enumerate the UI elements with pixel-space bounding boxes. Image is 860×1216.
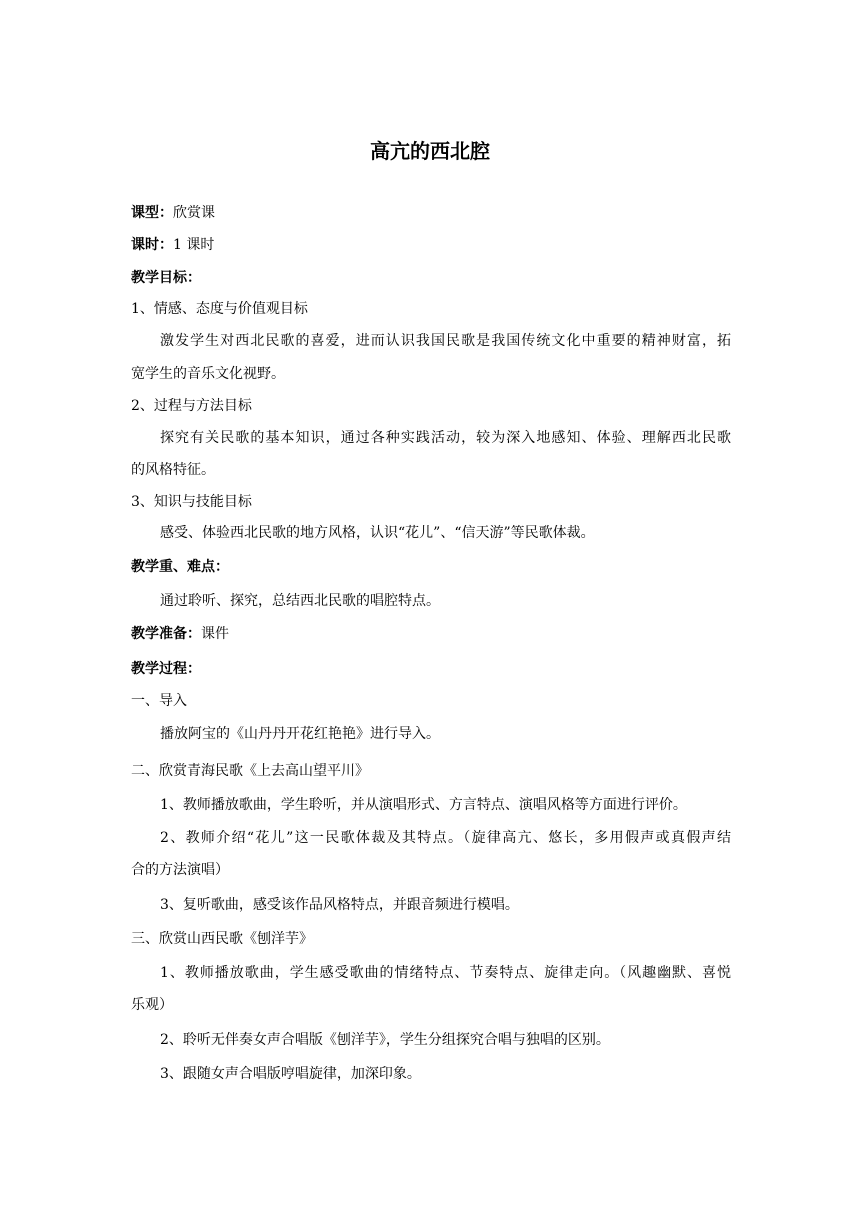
- goal-1-title: 1、情感、态度与价值观目标: [131, 301, 308, 317]
- goal-1-text-line-2: 宽学生的音乐文化视野。: [131, 366, 285, 382]
- section-2-item-2-line-2: 合的方法演唱）: [131, 862, 229, 878]
- lesson-type-value: 欣赏课: [173, 205, 215, 221]
- preparation-value: 课件: [201, 626, 229, 642]
- lesson-time-label: 课时：: [131, 237, 173, 253]
- lesson-time-line: [131, 234, 731, 256]
- section-2-item-3: 3、复听歌曲，感受该作品风格特点，并跟音频进行模唱。: [160, 897, 519, 913]
- section-2-item-1: 1、教师播放歌曲，学生聆听，并从演唱形式、方言特点、演唱风格等方面进行评价。: [160, 797, 687, 813]
- section-1-title: 一、导入: [131, 693, 187, 709]
- goal-2-title: 2、过程与方法目标: [131, 398, 252, 414]
- process-heading: 教学过程：: [131, 661, 201, 677]
- lesson-type-line: [131, 202, 731, 224]
- goal-2-text-line-2: 的风格特征。: [131, 462, 215, 478]
- goals-heading: 教学目标：: [131, 270, 201, 286]
- key-points-text: 通过聆听、探究，总结西北民歌的唱腔特点。: [160, 593, 440, 609]
- section-3-title: 三、欣赏山西民歌《刨洋芋》: [131, 931, 313, 947]
- lesson-type-label: 课型：: [131, 205, 173, 221]
- section-2-item-2-line-1: 2、教师介绍“花儿”这一民歌体裁及其特点。（旋律高亢、悠长，多用假声或真假声结: [160, 830, 731, 846]
- preparation-label: 教学准备：: [131, 626, 201, 642]
- goal-3-text: 感受、体验西北民歌的地方风格，认识“花儿”、“信天游”等民歌体裁。: [160, 525, 595, 541]
- section-2-title: 二、欣赏青海民歌《上去高山望平川》: [131, 763, 369, 779]
- section-3-item-3: 3、跟随女声合唱版哼唱旋律，加深印象。: [160, 1066, 421, 1082]
- goal-3-title: 3、知识与技能目标: [131, 494, 252, 510]
- section-3-item-2: 2、聆听无伴奏女声合唱版《刨洋芋》，学生分组探究合唱与独唱的区别。: [160, 1032, 610, 1048]
- lesson-time-value: 1 课时: [173, 237, 215, 253]
- goal-1-text-line-1: 激发学生对西北民歌的喜爱，进而认识我国民歌是我国传统文化中重要的精神财富，拓: [160, 333, 731, 349]
- section-1-text: 播放阿宝的《山丹丹开花红艳艳》进行导入。: [160, 726, 440, 742]
- key-points-heading: 教学重、难点：: [131, 559, 229, 575]
- page-title: 高亢的西北腔: [370, 139, 490, 163]
- preparation-line: [131, 623, 731, 645]
- goal-2-text-line-1: 探究有关民歌的基本知识，通过各种实践活动，较为深入地感知、体验、理解西北民歌: [160, 430, 731, 446]
- section-3-item-1-line-1: 1、教师播放歌曲，学生感受歌曲的情绪特点、节奏特点、旋律走向。（风趣幽默、喜悦: [160, 965, 731, 981]
- section-3-item-1-line-2: 乐观）: [131, 997, 173, 1013]
